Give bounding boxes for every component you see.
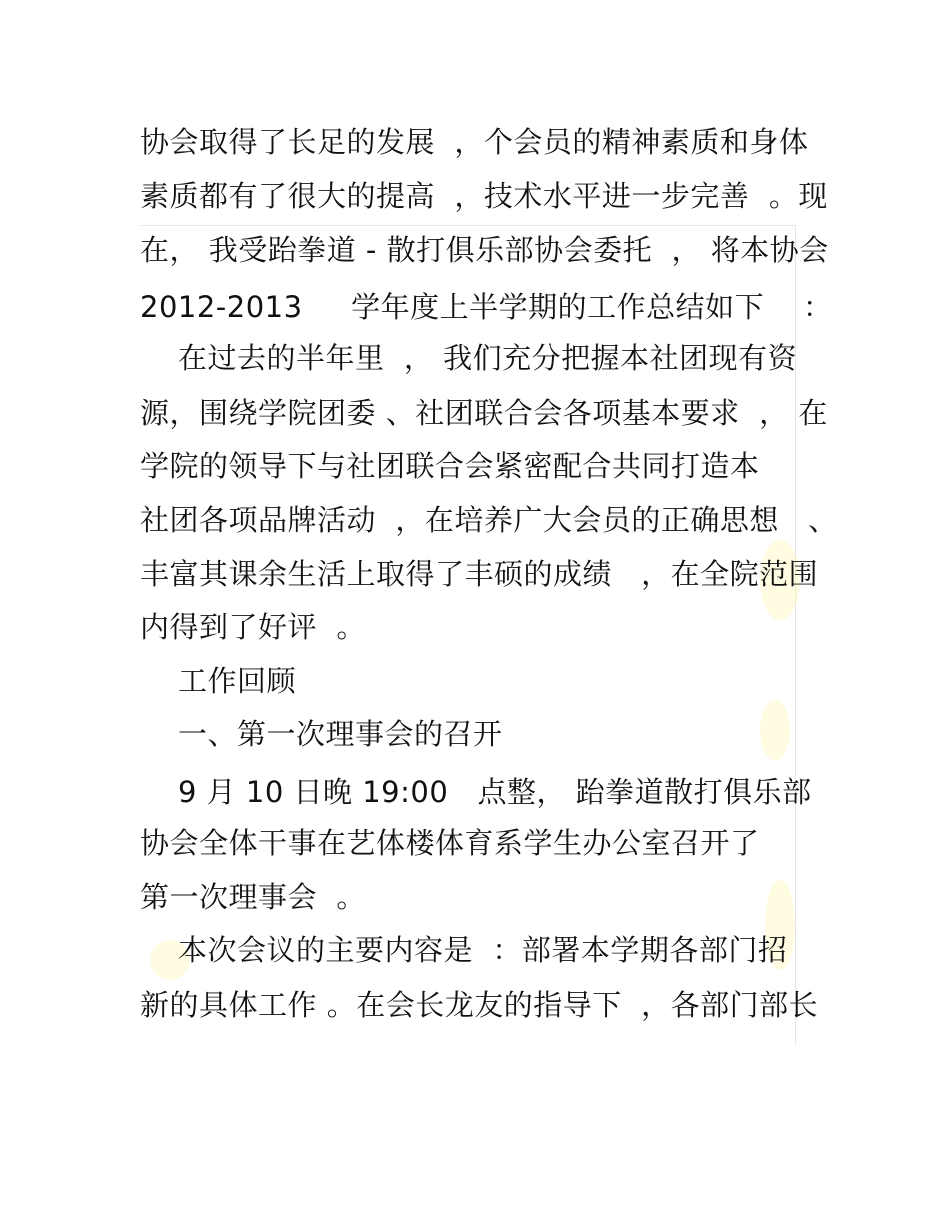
text-line: 源，围绕学院团委 、社团联合会各项基本要求 ， 在: [140, 396, 828, 430]
text-line: 学院的领导下与社团联合会紧密配合共同打造本: [140, 449, 760, 483]
page-frame-top: [140, 225, 795, 226]
text-line: 素质都有了很大的提高 ，技术水平进一步完善 。现: [140, 179, 828, 213]
text-line: 在， 我受跆拳道 - 散打俱乐部协会委托 ， 将本协会: [140, 233, 829, 267]
text-line: 内得到了好评 。: [140, 610, 366, 644]
text-line: 协会取得了长足的发展 ，个会员的精神素质和身体: [140, 125, 809, 159]
paper-stain: [760, 700, 790, 760]
text-line: 协会全体干事在艺体楼体育系学生办公室召开了: [140, 826, 760, 860]
text-line: 社团各项品牌活动 ，在培养广大会员的正确思想 、: [140, 503, 838, 537]
text-line: 丰富其课余生活上取得了丰硕的成绩 ，在全院范围: [140, 557, 819, 591]
paragraph-first-line: 本次会议的主要内容是 ：部署本学期各部门招: [178, 933, 788, 967]
subsection-heading: 一、第一次理事会的召开: [178, 717, 503, 751]
text-line: 2012-2013 学年度上半学期的工作总结如下 ：: [140, 290, 833, 324]
text-line: 第一次理事会 。: [140, 880, 366, 914]
paragraph-first-line: 9 月 10 日晚 19:00 点整， 跆拳道散打俱乐部: [178, 775, 812, 809]
text-line: 新的具体工作 。在会长龙友的指导下 ，各部门部长: [140, 988, 819, 1022]
paragraph-first-line: 在过去的半年里 ， 我们充分把握本社团现有资: [178, 341, 798, 375]
section-heading: 工作回顾: [178, 664, 297, 698]
